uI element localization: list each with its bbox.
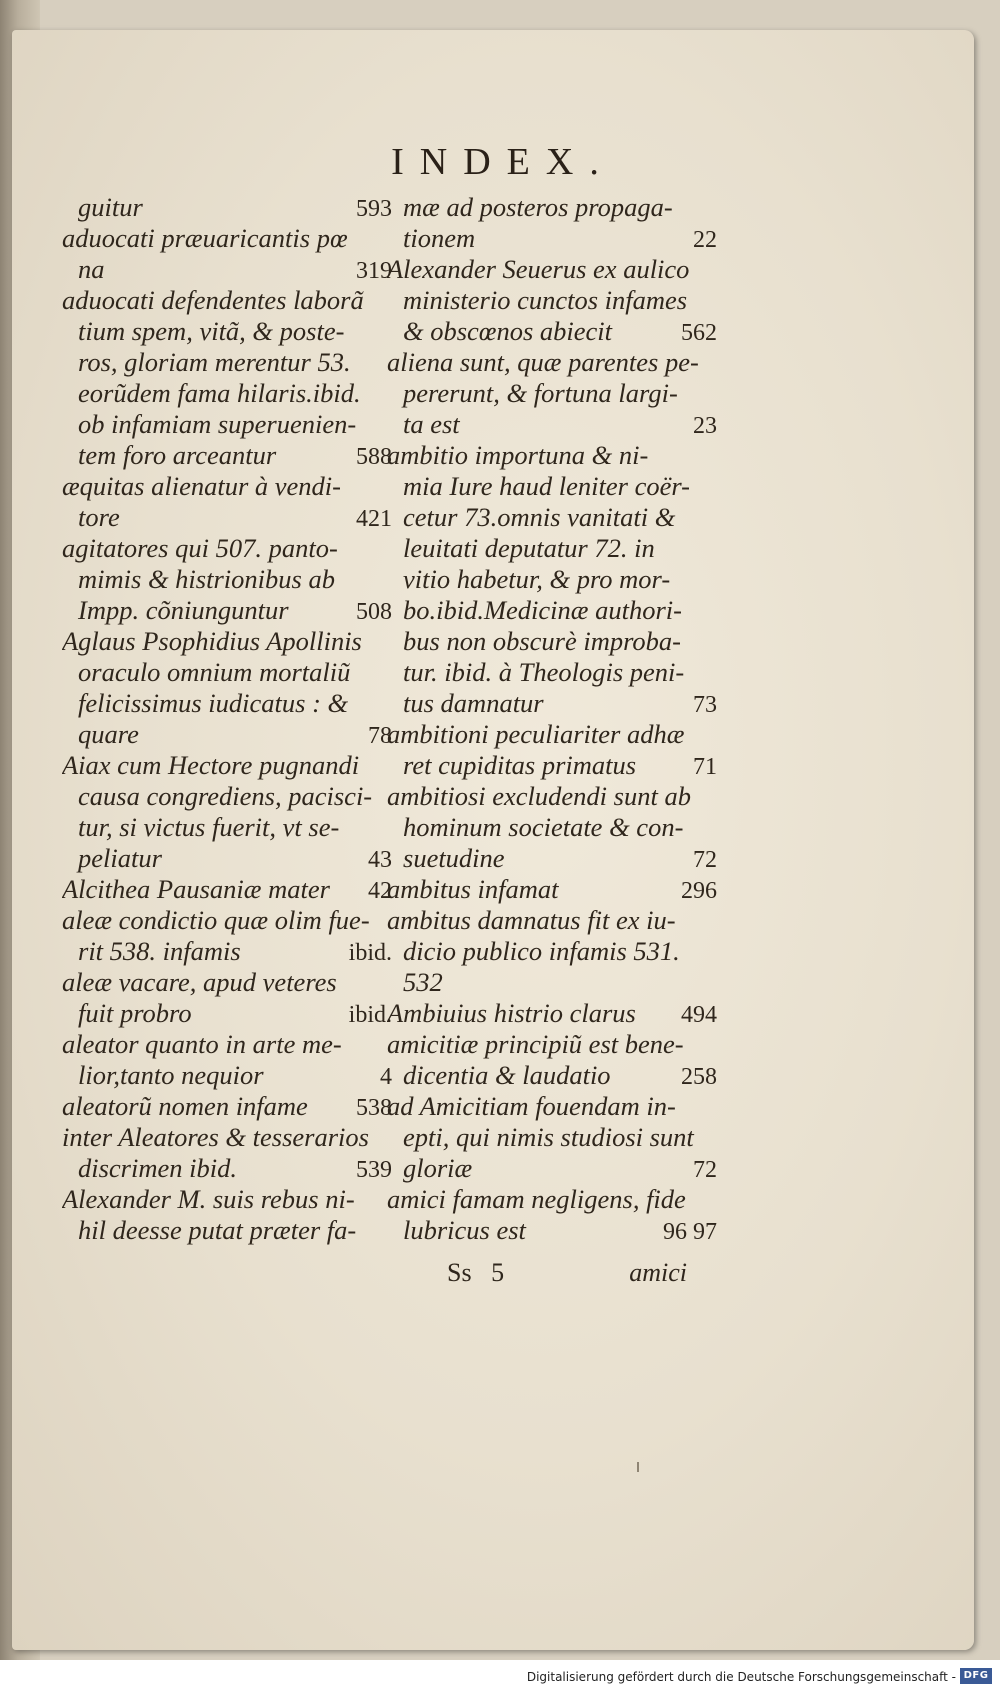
- index-entry-text: Alexander Seuerus ex aulico: [387, 254, 690, 284]
- index-entry-text: hil deesse putat præter fa-: [78, 1215, 357, 1245]
- index-entry-text: aduocati præuaricantis pœ: [62, 223, 348, 253]
- index-entry-text: epti, qui nimis studiosi sunt: [403, 1122, 694, 1152]
- index-entry-text: Impp. cõniunguntur: [78, 595, 289, 625]
- signature-number: 5: [491, 1258, 505, 1287]
- index-entry-text: amici famam negligens, fide: [387, 1184, 686, 1214]
- index-line: [62, 1215, 392, 1246]
- index-entry-text: ad Amicitiam fouendam in-: [387, 1091, 676, 1121]
- index-entry-text: amicitiæ principiũ est bene-: [387, 1029, 684, 1059]
- index-entry-text: ambitiosi excludendi sunt ab: [387, 781, 691, 811]
- index-entry-text: Alcithea Pausaniæ mater: [62, 874, 330, 904]
- index-entry-text: tur. ibid. à Theologis peni-: [403, 657, 685, 687]
- index-line: [387, 812, 717, 843]
- index-entry-text: dicentia & laudatio: [403, 1060, 611, 1090]
- page-reference: 539: [356, 1157, 392, 1183]
- index-line: [387, 1153, 717, 1184]
- page-reference: 71: [693, 754, 717, 780]
- index-entry-text: hominum societate & con-: [403, 812, 684, 842]
- index-entry-text: eorũdem fama hilaris.ibid.: [78, 378, 361, 408]
- index-line: [387, 967, 717, 998]
- page-reference: 43: [368, 847, 392, 873]
- index-line: [62, 378, 392, 409]
- index-entry-text: Ambiuius histrio clarus: [387, 998, 636, 1028]
- index-entry-text: ambitio importuna & ni-: [387, 440, 649, 470]
- index-entry-text: Aglaus Psophidius Apollinis: [62, 626, 362, 656]
- index-line: [387, 688, 717, 719]
- index-entry-text: inter Aleatores & tesserarios: [62, 1122, 369, 1152]
- index-entry-text: ambitus infamat: [387, 874, 559, 904]
- page-reference: 22: [693, 227, 717, 253]
- index-entry-text: lior,tanto nequior: [78, 1060, 264, 1090]
- index-line: [62, 1029, 392, 1060]
- index-entry-text: guitur: [78, 192, 143, 222]
- index-line: [62, 440, 392, 471]
- index-line: [387, 1184, 717, 1215]
- index-entry-text: suetudine: [403, 843, 505, 873]
- index-entry-text: ob infamiam superuenien-: [78, 409, 357, 439]
- index-line: [387, 192, 717, 223]
- page-reference: 421: [356, 506, 392, 532]
- signature-mark: [447, 1258, 504, 1288]
- index-entry-text: mæ ad posteros propaga-: [403, 192, 673, 222]
- index-line: [62, 936, 392, 967]
- index-entry-text: felicissimus iudicatus : &: [78, 688, 349, 718]
- index-entry-text: na: [78, 254, 105, 284]
- index-line: [387, 1091, 717, 1122]
- index-line: [62, 533, 392, 564]
- page-reference: 23: [693, 413, 717, 439]
- index-line: [62, 626, 392, 657]
- page-reference: 96 97: [663, 1219, 717, 1245]
- funding-credit: Digitalisierung gefördert durch die Deutsche Forschungsgemeinschaft -: [526, 1670, 956, 1684]
- index-entry-text: aleatorũ nomen infame: [62, 1091, 308, 1121]
- index-entry-text: lubricus est: [403, 1215, 526, 1245]
- page-reference: 78: [368, 723, 392, 749]
- index-entry-text: ambitioni peculiariter adhæ: [387, 719, 685, 749]
- index-line: [62, 843, 392, 874]
- index-entry-text: bus non obscurè improba-: [403, 626, 681, 656]
- index-entry-text: causa congrediens, pacisci-: [78, 781, 373, 811]
- index-entry-text: tium spem, vitã, & poste-: [78, 316, 345, 346]
- index-entry-text: quare: [78, 719, 139, 749]
- index-entry-text: bo.ibid.Medicinæ authori-: [403, 595, 682, 625]
- page-reference: 538: [356, 1095, 392, 1121]
- index-line: [62, 347, 392, 378]
- page-reference: 593: [356, 196, 392, 222]
- index-line: [387, 316, 717, 347]
- index-line: [387, 254, 717, 285]
- index-entry-text: rit 538. infamis: [78, 936, 241, 966]
- index-line: [62, 1091, 392, 1122]
- index-line: [62, 564, 392, 595]
- index-line: [387, 595, 717, 626]
- page-reference: 72: [693, 1157, 717, 1183]
- index-entry-text: ret cupiditas primatus: [403, 750, 637, 780]
- index-entry-text: dicio publico infamis 531.: [403, 936, 680, 966]
- index-line: [62, 657, 392, 688]
- index-line: [387, 750, 717, 781]
- index-line: [387, 409, 717, 440]
- footer-bar: [0, 1660, 1000, 1695]
- index-line: [62, 905, 392, 936]
- page-reference: 494: [681, 1002, 717, 1028]
- index-entry-text: ros, gloriam merentur 53.: [78, 347, 351, 377]
- index-line: [62, 595, 392, 626]
- index-line: [62, 1184, 392, 1215]
- index-entry-text: æquitas alienatur à vendi-: [62, 471, 341, 501]
- index-entry-text: & obscœnos abiecit: [403, 316, 613, 346]
- page-reference: 258: [681, 1064, 717, 1090]
- page-reference: ibid.: [348, 1002, 392, 1028]
- index-line: [387, 1029, 717, 1060]
- page-reference: ibid.: [348, 940, 392, 966]
- index-line: [387, 502, 717, 533]
- index-entry-text: oraculo omnium mortaliũ: [78, 657, 351, 687]
- index-entry-text: gloriæ: [403, 1153, 473, 1183]
- index-line: [62, 192, 392, 223]
- index-entry-text: cetur 73.omnis vanitati &: [403, 502, 676, 532]
- index-entry-text: vitio habetur, & pro mor-: [403, 564, 671, 594]
- index-entry-text: aleæ condictio quæ olim fue-: [62, 905, 370, 935]
- index-line: [387, 1215, 717, 1246]
- index-line: [62, 223, 392, 254]
- index-line: [387, 1122, 717, 1153]
- index-line: [387, 998, 717, 1029]
- index-entry-text: discrimen ibid.: [78, 1153, 237, 1183]
- index-line: [62, 285, 392, 316]
- page-title: INDEX.: [391, 141, 615, 183]
- index-entry-text: ta est: [403, 409, 460, 439]
- index-line: [62, 688, 392, 719]
- index-line: [62, 1060, 392, 1091]
- page-reference: 588: [356, 444, 392, 470]
- index-line: [387, 905, 717, 936]
- index-line: [387, 936, 717, 967]
- index-line: [62, 254, 392, 285]
- index-line: [387, 285, 717, 316]
- index-line: [62, 874, 392, 905]
- index-entry-text: agitatores qui 507. panto-: [62, 533, 338, 563]
- index-entry-text: aleæ vacare, apud veteres: [62, 967, 337, 997]
- index-line: [387, 347, 717, 378]
- index-entry-text: ministerio cunctos infames: [403, 285, 688, 315]
- index-entry-text: tus damnatur: [403, 688, 544, 718]
- index-line: [62, 471, 392, 502]
- index-line: [62, 1153, 392, 1184]
- page-reference: 296: [681, 878, 717, 904]
- index-entry-text: pererunt, & fortuna largi-: [403, 378, 678, 408]
- index-line: [387, 564, 717, 595]
- index-line: [62, 967, 392, 998]
- index-entry-text: aduocati defendentes laborã: [62, 285, 364, 315]
- index-line: [387, 533, 717, 564]
- index-entry-text: aleator quanto in arte me-: [62, 1029, 342, 1059]
- index-entry-text: leuitati deputatur 72. in: [403, 533, 655, 563]
- index-line: [62, 409, 392, 440]
- index-line: [387, 471, 717, 502]
- signature-letters: Ss: [447, 1258, 472, 1287]
- index-column-left: [62, 192, 392, 1246]
- index-line: [62, 1122, 392, 1153]
- index-entry-text: tore: [78, 502, 120, 532]
- index-entry-text: Alexander M. suis rebus ni-: [62, 1184, 355, 1214]
- index-entry-text: aliena sunt, quæ parentes pe-: [387, 347, 699, 377]
- index-line: [62, 316, 392, 347]
- index-line: [387, 626, 717, 657]
- index-line: [62, 750, 392, 781]
- index-entry-text: 532: [403, 967, 443, 997]
- index-line: [387, 843, 717, 874]
- index-line: [387, 874, 717, 905]
- index-entry-text: ambitus damnatus fit ex iu-: [387, 905, 676, 935]
- page-reference: 42: [368, 878, 392, 904]
- dfg-logo: DFG: [960, 1668, 992, 1684]
- page-reference: 562: [681, 320, 717, 346]
- index-line: [62, 719, 392, 750]
- index-line: [387, 223, 717, 254]
- page-reference: 319: [356, 258, 392, 284]
- page-reference: 72: [693, 847, 717, 873]
- index-entry-text: Aiax cum Hectore pugnandi: [62, 750, 360, 780]
- pencil-mark: [637, 1462, 639, 1472]
- index-entry-text: tur, si victus fuerit, vt se-: [78, 812, 340, 842]
- index-line: [387, 378, 717, 409]
- index-line: [387, 781, 717, 812]
- book-page: [12, 30, 974, 1650]
- catchword: amici: [629, 1258, 687, 1287]
- page-reference: 73: [693, 692, 717, 718]
- index-line: [387, 719, 717, 750]
- index-line: [62, 502, 392, 533]
- index-line: [62, 781, 392, 812]
- index-column-right: [387, 192, 717, 1246]
- index-line: [62, 998, 392, 1029]
- index-entry-text: mimis & histrionibus ab: [78, 564, 335, 594]
- page-reference: 4: [380, 1064, 392, 1090]
- index-line: [387, 1060, 717, 1091]
- index-line: [387, 657, 717, 688]
- index-entry-text: peliatur: [78, 843, 162, 873]
- index-line: [62, 812, 392, 843]
- page-reference: 508: [356, 599, 392, 625]
- index-entry-text: fuit probro: [78, 998, 192, 1028]
- index-line: [387, 440, 717, 471]
- index-entry-text: tem foro arceantur: [78, 440, 277, 470]
- index-entry-text: mia Iure haud leniter coër-: [403, 471, 690, 501]
- index-entry-text: tionem: [403, 223, 476, 253]
- catchline: [447, 1258, 687, 1288]
